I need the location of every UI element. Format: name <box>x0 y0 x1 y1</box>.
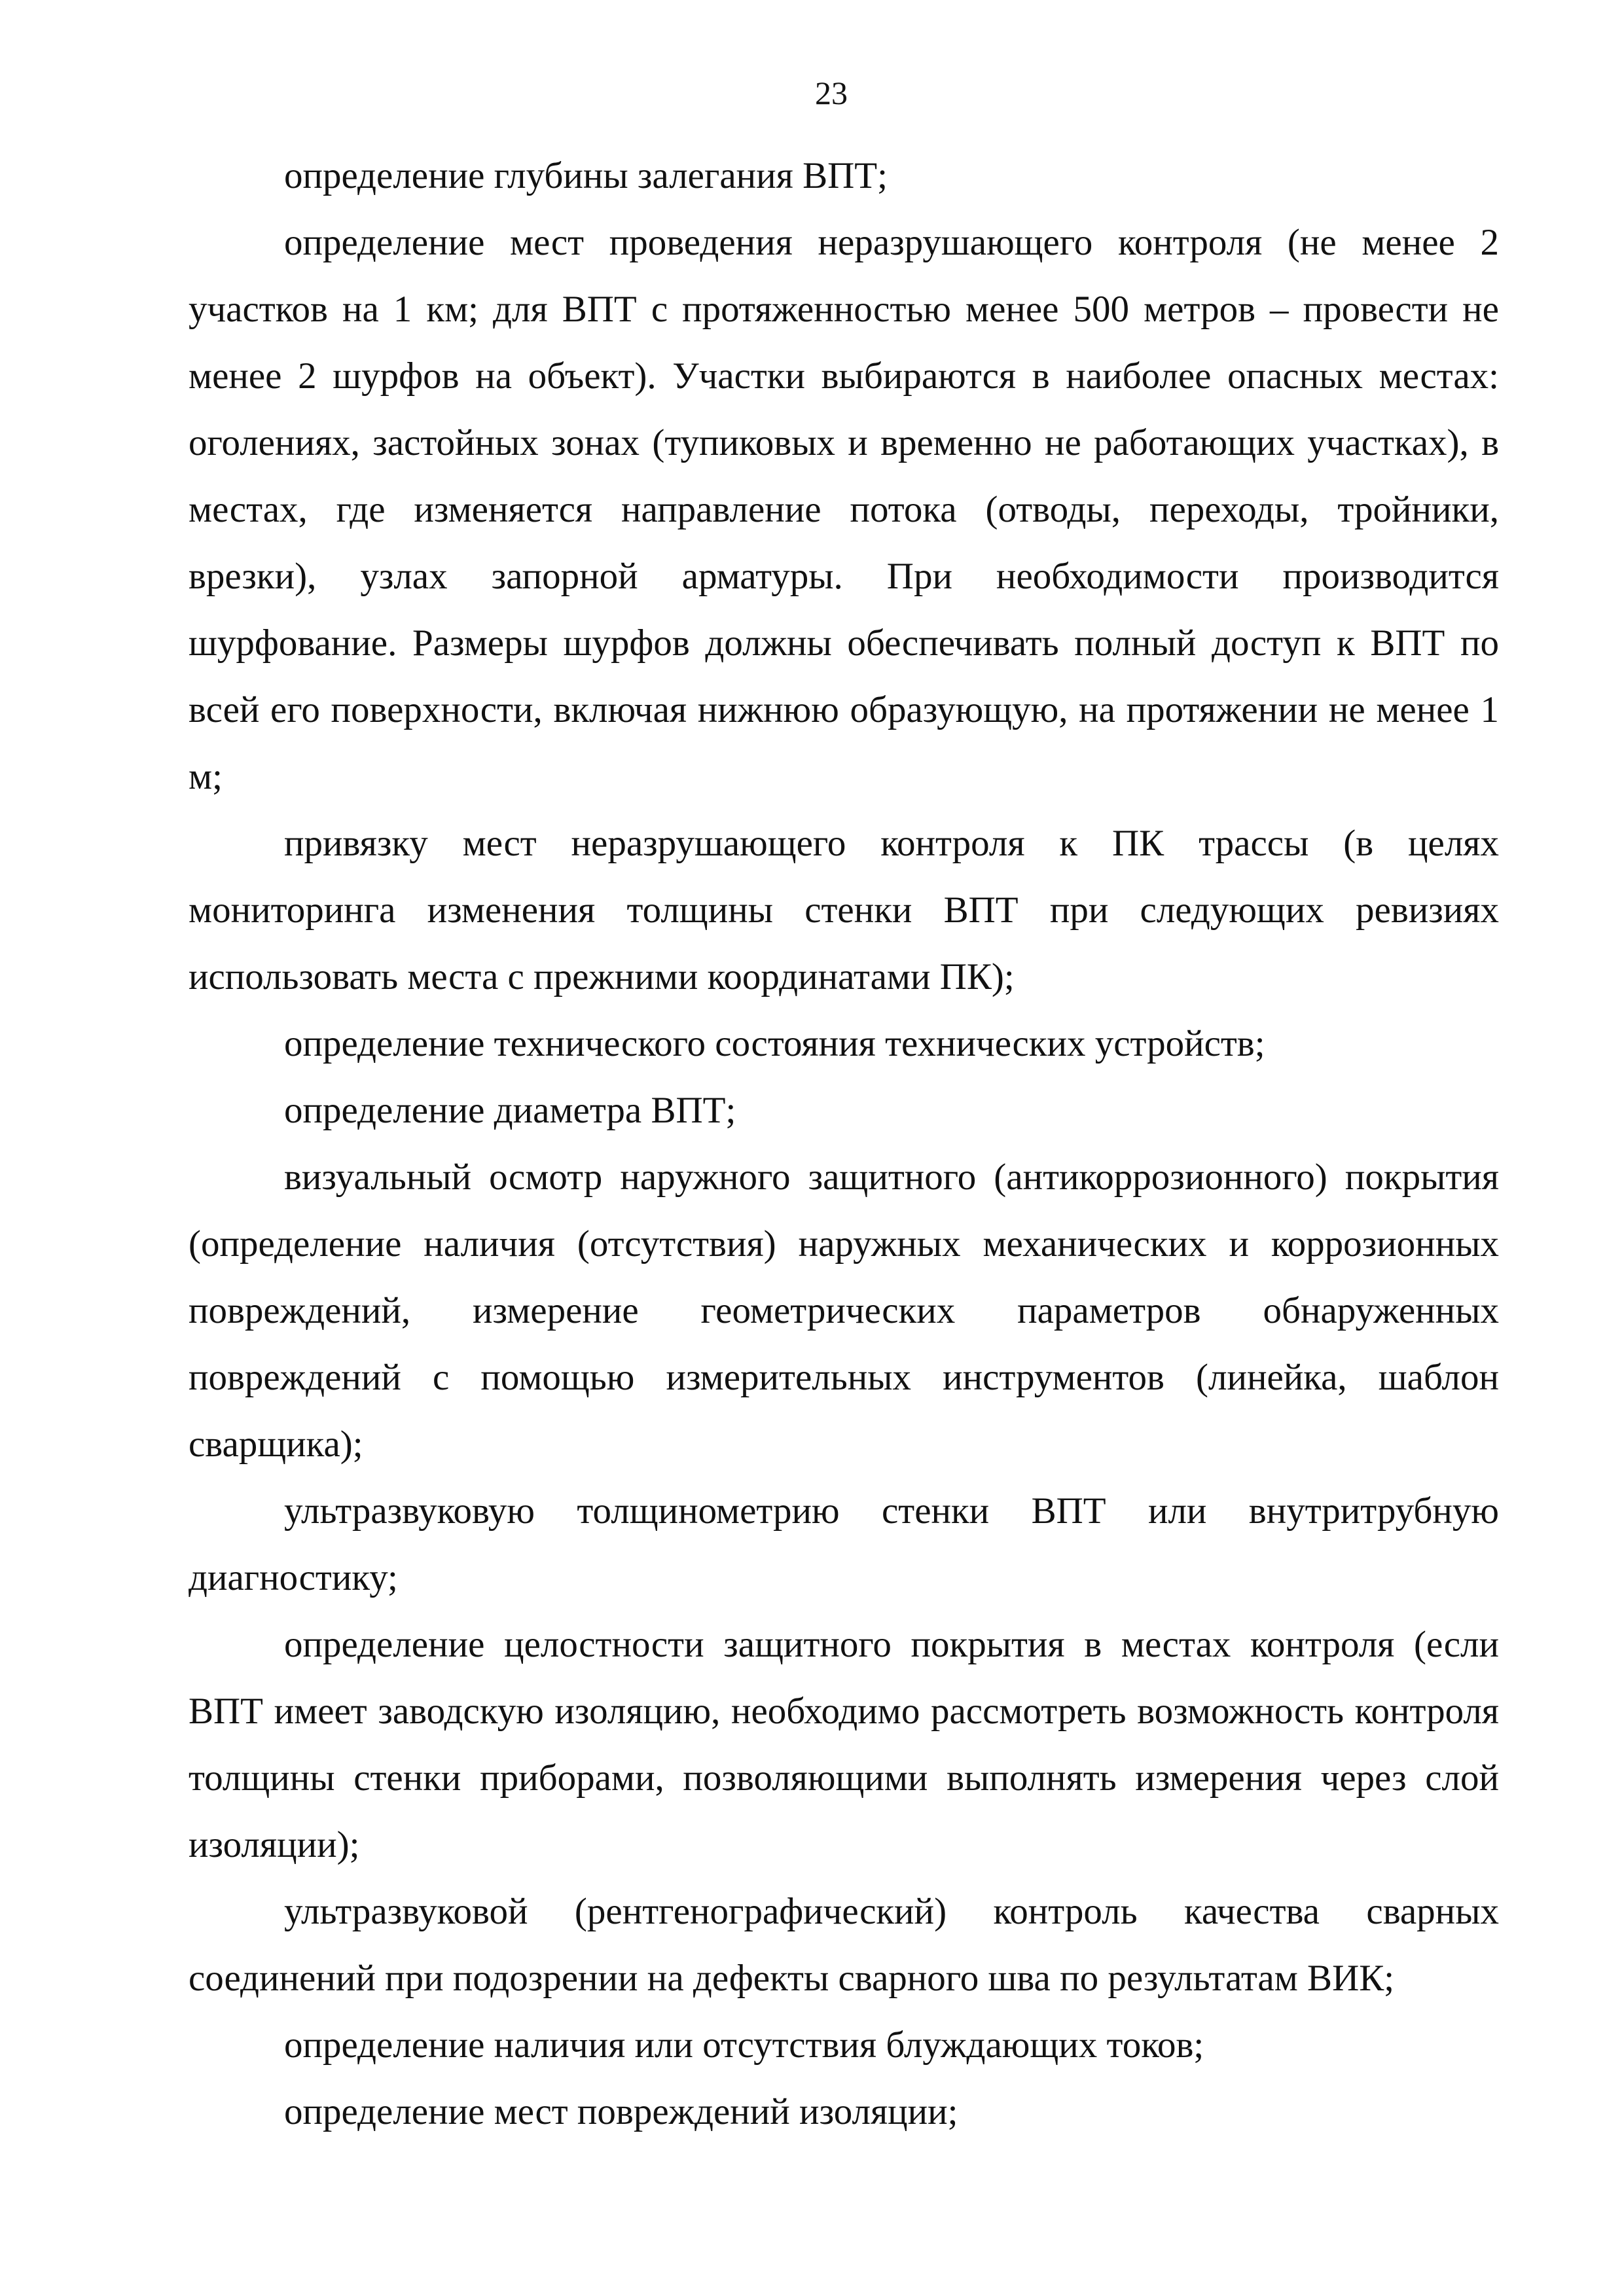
document-body <box>189 143 1499 2145</box>
paragraph-ndt-binding: привязку мест неразрушающего контроля к ПК трассы (в целях мониторинга изменения толщины стенки ВПТ при следующих ревизиях использовать места с прежними координатами ПК); <box>189 823 1499 997</box>
paragraph-ndt-locations: определение мест проведения неразрушающего контроля (не менее 2 участков на 1 км; для ВПТ с протяженностью менее 500 метров – провести не менее 2 шурфов на объект). Участки выбираются в наиболее опасных местах: оголениях, застойных зонах (тупиковых и временно не работающих участках), в местах, где изменяется направление потока (отводы, переходы, тройники, врезки), узлах запорной арматуры. При необходимости производится шурфование. Размеры шурфов должны обеспечивать полный доступ к ВПТ по всей его поверхности, включая нижнюю образующую, на протяжении не менее 1 м; <box>189 222 1499 797</box>
paragraph-technical-condition: определение технического состояния технических устройств; <box>284 1023 1265 1064</box>
paragraph-ultrasonic-thickness: ультразвуковую толщинометрию стенки ВПТ или внутритрубную диагностику; <box>189 1490 1499 1598</box>
paragraph-coating-integrity: определение целостности защитного покрытия в местах контроля (если ВПТ имеет заводскую изоляцию, необходимо рассмотреть возможность контроля толщины стенки приборами, позволяющими выполнять измерения через слой изоляции); <box>189 1624 1499 1865</box>
paragraph-burial-depth: определение глубины залегания ВПТ; <box>284 155 888 196</box>
paragraph-stray-currents: определение наличия или отсутствия блуждающих токов; <box>284 2024 1204 2066</box>
paragraph-visual-inspection: визуальный осмотр наружного защитного (антикоррозионного) покрытия (определение наличия (отсутствия) наружных механических и коррозионных повреждений, измерение геометрических параметров обнаруженных повреждений с помощью измерительных инструментов (линейка, шаблон сварщика); <box>189 1157 1499 1465</box>
paragraph-insulation-damage: определение мест повреждений изоляции; <box>284 2091 958 2132</box>
page-number: 23 <box>815 75 848 111</box>
paragraph-weld-control: ультразвуковой (рентгенографический) контроль качества сварных соединений при подозрении на дефекты сварного шва по результатам ВИК; <box>189 1891 1499 1999</box>
paragraph-diameter: определение диаметра ВПТ; <box>284 1090 736 1131</box>
